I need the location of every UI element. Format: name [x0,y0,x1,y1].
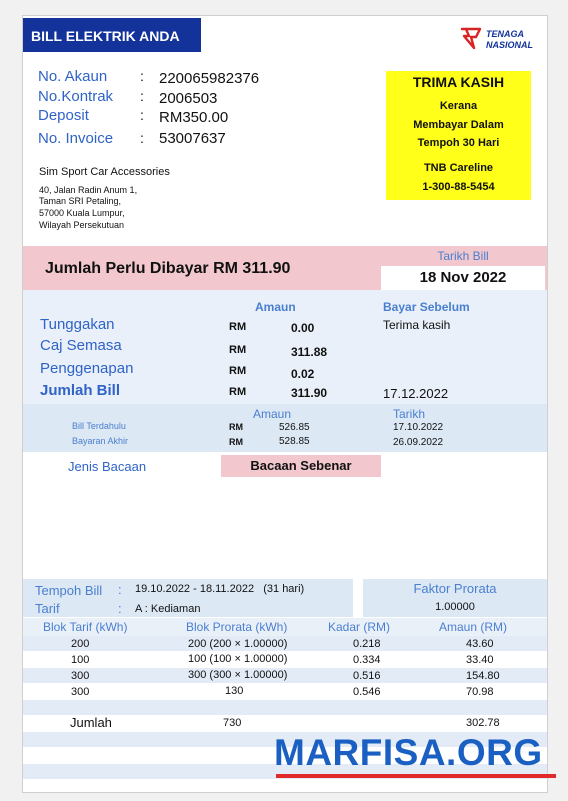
careline-label: TNB Careline [423,162,494,174]
bill-date: 18 Nov 2022 [419,269,507,286]
arrears-note: Terima kasih [383,318,451,332]
period-label: Tempoh Bill [35,583,103,598]
deposit-value: RM350.00 [159,109,229,126]
total-bill-currency: RM [229,386,247,398]
previous-bill-currency: RM [229,422,243,432]
bill-title: BILL ELEKTRIK ANDA [31,28,180,44]
charges-paybefore-header: Bayar Sebelum [383,300,470,314]
account-number: 220065982376 [159,70,260,87]
rounding-amount: 0.02 [291,367,315,381]
thank-you-line-1: Kerana [439,100,478,112]
prorata-value: 1.00000 [435,601,475,613]
total-bill-amount: 311.90 [291,386,328,400]
thank-you-line-2: Membayar Dalam [413,119,504,131]
tariff-header-rate: Kadar (RM) [328,620,391,634]
tariff-total-label: Jumlah [70,715,112,730]
tariff-total-kwh: 730 [223,717,242,729]
tariff-row-4-amount: 70.98 [466,686,494,698]
prorata-label: Faktor Prorata [413,581,497,596]
tariff-row-1-prorata: 200 (200 × 1.00000) [188,638,288,650]
tariff-row-3-prorata: 300 (300 × 1.00000) [188,669,288,681]
tariff-row-3-amount: 154.80 [466,670,500,682]
customer-address-2: Taman SRI Petaling, [39,196,122,206]
invoice-sep: : [140,130,144,146]
tariff-row-1-amount: 43.60 [466,638,494,650]
current-charge-amount: 311.88 [291,345,328,359]
thank-you-title: TRIMA KASIH [412,74,505,90]
contract-sep: : [140,88,144,104]
customer-name: Sim Sport Car Accessories [39,166,170,178]
current-charge-currency: RM [229,344,247,356]
tariff-row-4-rate: 0.546 [353,686,381,698]
logo-text-2: NASIONAL [486,40,533,50]
arrears-amount: 0.00 [291,321,315,335]
tariff-row-2-amount: 33.40 [466,654,494,666]
reading-type-label: Jenis Bacaan [68,459,147,474]
tariff-header-block: Blok Tarif (kWh) [43,620,128,634]
tariff-row-3-rate: 0.516 [353,670,381,682]
contract-number: 2006503 [159,90,218,107]
bill-page [22,15,548,793]
charges-amount-header: Amaun [255,300,296,314]
tariff-row-4-block: 300 [71,686,90,698]
tariff-header-amount: Amaun (RM) [439,620,508,634]
watermark-underline [276,774,556,778]
tariff-row-2-prorata: 100 (100 × 1.00000) [188,653,288,665]
tariff-row-2-rate: 0.334 [353,654,381,666]
rounding-currency: RM [229,365,247,377]
logo-text-1: TENAGA [486,29,524,39]
history-amount-header: Amaun [253,407,292,421]
last-payment-label: Bayaran Akhir [72,436,129,446]
tariff-row-2-block: 100 [71,654,90,666]
customer-address-4: Wilayah Persekutuan [39,220,125,230]
customer-address-3: 57000 Kuala Lumpur, [39,208,125,218]
last-payment-date: 26.09.2022 [393,437,444,448]
deposit-label: Deposit [38,107,89,124]
tariff-row-1-block: 200 [71,638,90,650]
tariff-row-4-prorata: 130 [225,685,244,697]
pay-before-date: 17.12.2022 [383,386,449,401]
previous-bill-label: Bill Terdahulu [72,421,126,431]
deposit-sep: : [140,107,144,123]
reading-type-value: Bacaan Sebenar [250,458,352,473]
tariff-sep: : [118,601,122,616]
last-payment-amount: 528.85 [279,436,310,447]
careline-number: 1-300-88-5454 [422,181,495,193]
tnb-logo-icon [459,26,483,52]
amount-due-label: Jumlah Perlu Dibayar RM 311.90 [45,260,291,277]
previous-bill-date: 17.10.2022 [393,422,444,433]
total-bill-label: Jumlah Bill [40,382,121,399]
invoice-label: No. Invoice [38,130,114,147]
account-label: No. Akaun [38,68,108,85]
last-payment-currency: RM [229,437,243,447]
period-sep: : [118,582,122,597]
tariff-row-3-block: 300 [71,670,90,682]
arrears-label: Tunggakan [40,316,115,333]
watermark: MARFISA.ORG [274,732,543,773]
invoice-number: 53007637 [159,130,226,147]
tariff-row-1-rate: 0.218 [353,638,381,650]
thank-you-line-3: Tempoh 30 Hari [417,137,500,149]
tariff-header-prorata: Blok Prorata (kWh) [186,620,288,634]
tariff-total-amount: 302.78 [466,717,500,729]
history-date-header: Tarikh [393,407,426,421]
tariff-label: Tarif [35,601,60,616]
period-value: 19.10.2022 - 18.11.2022 (31 hari) [135,583,305,595]
rounding-label: Penggenapan [40,360,134,377]
current-charge-label: Caj Semasa [40,337,122,354]
arrears-currency: RM [229,321,247,333]
contract-label: No.Kontrak [38,88,114,105]
bill-date-label: Tarikh Bill [437,249,489,263]
previous-bill-amount: 526.85 [279,422,310,433]
table-row-stripe [23,700,547,715]
account-sep: : [140,68,144,84]
tariff-value: A : Kediaman [135,603,201,615]
customer-address-1: 40, Jalan Radin Anum 1, [39,185,138,195]
